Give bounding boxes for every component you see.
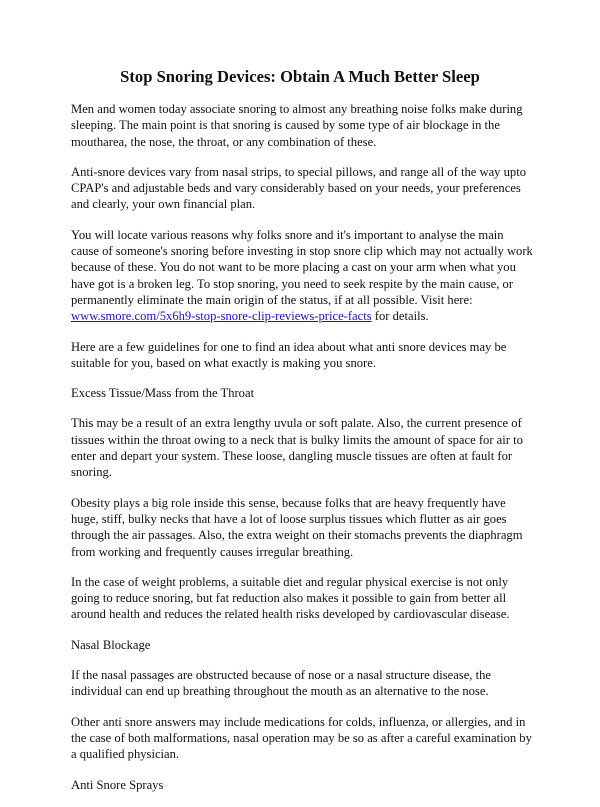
section-heading-anti-snore-sprays: Anti Snore Sprays: [71, 777, 164, 792]
document-title: Stop Snoring Devices: Obtain A Much Better Sleep: [120, 67, 480, 86]
paragraph-reasons: [71, 227, 533, 325]
paragraph-reasons-text: You will locate various reasons why folks snore and it's important to analyse the main cause of someone's snoring before investing in stop snore clip which may not actually work because of these. You do not want to be more placing a cast on your arm when what you have got is a broken leg. To stop snoring, you need to seek respite by the main cause, or permanently eliminate the main origin of the status, if at all possible. Visit here:: [71, 227, 533, 307]
paragraph-obesity: Obesity plays a big role inside this sense, because folks that are heavy frequently have huge, stiff, bulky necks that have a lot of loose surplus tissues which flutter as air goes through the air passages. Also, the extra weight on their stomachs prevents the diaphragm from working and frequently causes irregular breathing.: [71, 495, 523, 559]
paragraph-nasal-passages: If the nasal passages are obstructed because of nose or a nasal structure disease, the individual can end up breathing throughout the mouth as an alternative to the nose.: [71, 668, 491, 699]
document-body: [71, 101, 533, 807]
section-heading-excess-tissue: Excess Tissue/Mass from the Throat: [71, 386, 255, 401]
paragraph-other-answers: Other anti snore answers may include medications for colds, influenza, or allergies, and in the case of both malformations, nasal operation may be so as after a careful examination by a qualified physician.: [71, 714, 532, 762]
paragraph-uvula: This may be a result of an extra lengthy uvula or soft palate. Also, the current presence of tissues within the throat owing to a neck that is bulky limits the amount of space for air to enter and depart your system. These loose, dangling muscle tissues are often at fault for snoring.: [71, 416, 523, 480]
smore-link[interactable]: www.smore.com/5x6h9-stop-snore-clip-reviews-price-facts: [71, 309, 372, 324]
paragraph-devices: Anti-snore devices vary from nasal strips, to special pillows, and range all of the way upto CPAP's and adjustable beds and vary considerably based on your needs, your preferences and clearly, your own financial plan.: [71, 164, 527, 212]
paragraph-weight-problems: In the case of weight problems, a suitable diet and regular physical exercise is not only going to reduce snoring, but fat reduction also makes it possible to gain from better all around health and reduces the related health risks developed by cardiovascular disease.: [71, 574, 510, 622]
section-heading-nasal-blockage: Nasal Blockage: [71, 637, 151, 652]
paragraph-guidelines: Here are a few guidelines for one to find an idea about what anti snore devices may be suitable for you, based on what exactly is making you snore.: [71, 339, 507, 370]
paragraph-reasons-tail: for details.: [371, 309, 429, 324]
paragraph-intro: Men and women today associate snoring to almost any breathing noise folks make during sleeping. The main point is that snoring is caused by some type of air blockage in the moutharea, the nose, the throat, or any combination of these.: [71, 102, 523, 149]
